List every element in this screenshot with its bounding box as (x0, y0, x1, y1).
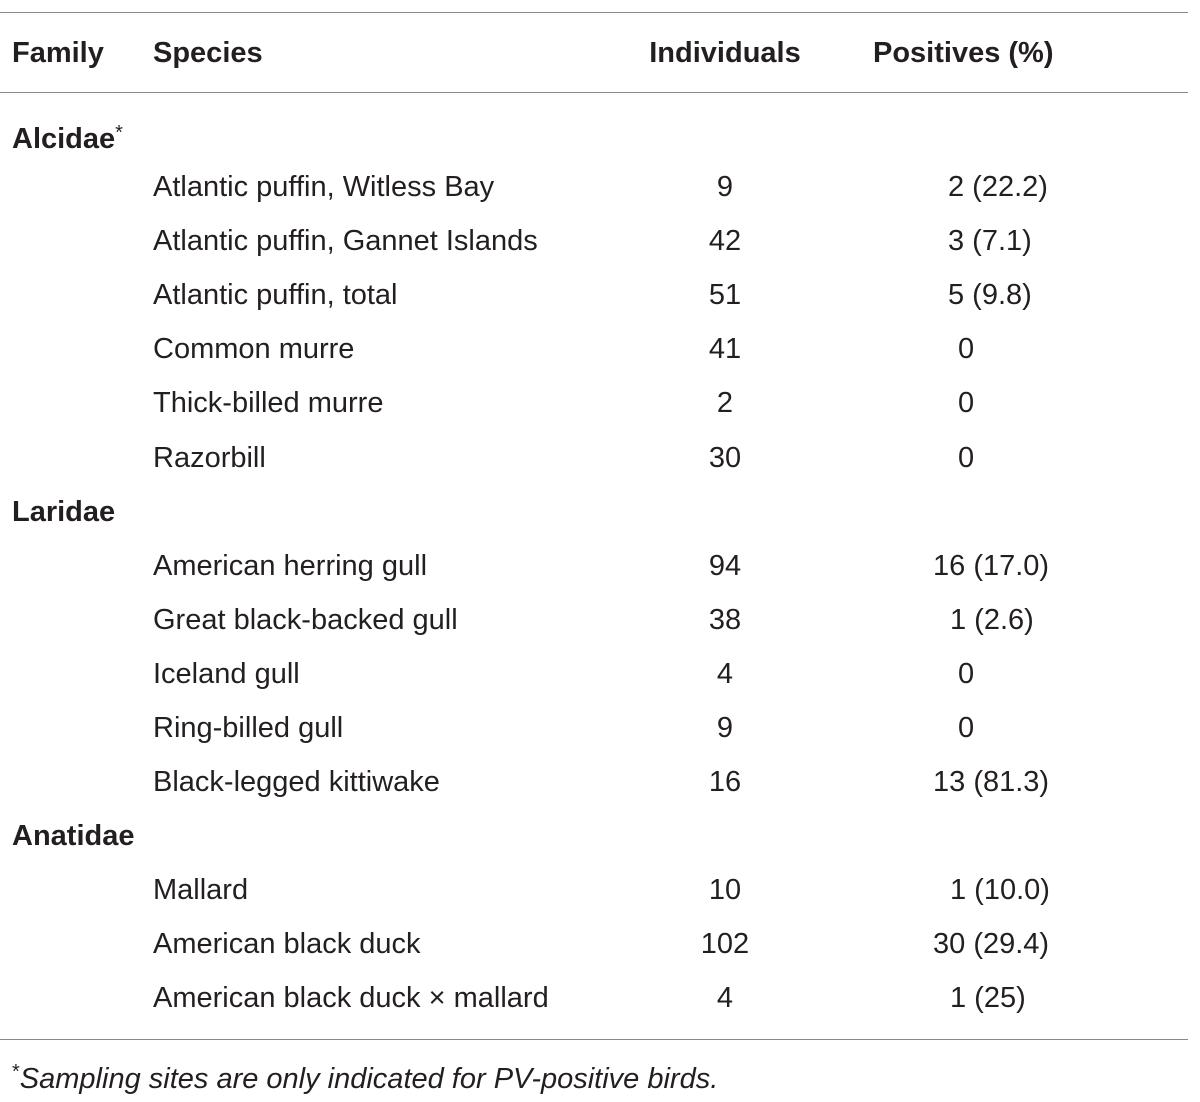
header-family: Family (12, 37, 104, 69)
individuals-cell: 9 (716, 712, 734, 744)
positives-cell: 1 (10.0) (950, 874, 1050, 906)
species-cell: Common murre (153, 333, 355, 365)
positives-cell: 5 (9.8) (948, 279, 1032, 311)
individuals-cell: 16 (708, 766, 742, 798)
positives-cell: 1 (2.6) (950, 604, 1034, 636)
species-cell: Atlantic puffin, Gannet Islands (153, 225, 538, 257)
individuals-cell: 51 (708, 279, 742, 311)
positives-cell: 16 (17.0) (933, 550, 1050, 582)
footnote-marker: * (12, 1061, 20, 1083)
positives-cell: 0 (958, 442, 975, 474)
species-cell: Great black-backed gull (153, 604, 458, 636)
header-positives: Positives (%) (873, 37, 1054, 69)
footnote-text: Sampling sites are only indicated for PV-positive birds. (19, 1063, 719, 1095)
positives-cell: 3 (7.1) (948, 225, 1032, 257)
individuals-cell: 94 (708, 550, 742, 582)
species-cell: Ring-billed gull (153, 712, 344, 744)
table-bottom-rule (0, 1039, 1188, 1040)
table-top-rule (0, 12, 1188, 13)
individuals-cell: 42 (708, 225, 742, 257)
species-cell: American black duck × mallard (153, 982, 549, 1014)
species-cell: Mallard (153, 874, 249, 906)
family-label (12, 495, 115, 529)
positives-cell: 0 (958, 712, 975, 744)
species-cell: Black-legged kittiwake (153, 766, 440, 798)
family-name: Alcidae (12, 123, 116, 155)
header-species: Species (153, 37, 263, 69)
footnote-marker: * (115, 122, 123, 144)
positives-cell: 1 (25) (950, 982, 1026, 1014)
individuals-cell: 10 (708, 874, 742, 906)
individuals-cell: 9 (716, 171, 734, 203)
positives-cell: 30 (29.4) (933, 928, 1050, 960)
individuals-cell: 4 (716, 658, 734, 690)
positives-cell: 2 (22.2) (948, 171, 1048, 203)
species-cell: Thick-billed murre (153, 387, 384, 419)
header-rule (0, 92, 1188, 93)
positives-cell: 0 (958, 658, 975, 690)
family-label (12, 116, 123, 156)
individuals-cell: 4 (716, 982, 734, 1014)
positives-cell: 0 (958, 333, 975, 365)
header-individuals: Individuals (649, 37, 801, 69)
family-name: Laridae (12, 496, 116, 528)
table-footnote (12, 1055, 718, 1096)
species-cell: Razorbill (153, 442, 266, 474)
species-cell: American herring gull (153, 550, 428, 582)
family-label (12, 819, 134, 853)
species-cell: Iceland gull (153, 658, 300, 690)
positives-cell: 13 (81.3) (933, 766, 1050, 798)
individuals-cell: 38 (708, 604, 742, 636)
individuals-cell: 41 (708, 333, 742, 365)
individuals-cell: 102 (700, 928, 750, 960)
individuals-cell: 30 (708, 442, 742, 474)
positives-cell: 0 (958, 387, 975, 419)
species-cell: American black duck (153, 928, 421, 960)
species-cell: Atlantic puffin, total (153, 279, 398, 311)
family-name: Anatidae (12, 820, 135, 852)
species-cell: Atlantic puffin, Witless Bay (153, 171, 495, 203)
individuals-cell: 2 (716, 387, 734, 419)
